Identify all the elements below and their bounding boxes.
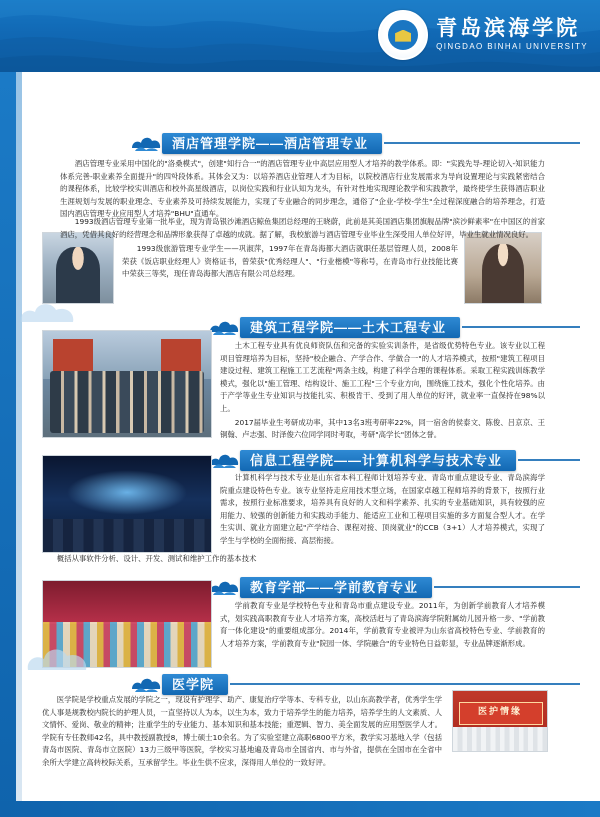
section-heading-cs bbox=[208, 449, 580, 471]
section-body-hotel-3 bbox=[122, 243, 458, 282]
cloud-ornament-icon bbox=[130, 132, 164, 154]
computer-lab-photo bbox=[42, 455, 212, 553]
paragraph: 1993级酒店管理专业第一批毕业，现为青岛银沙滩酒店鲸鱼集团总经理的王晓蔚，此前是其美国酒店集团旗舰品牌"滨沙鲜素率"在中国区的首家酒店，凭借其良好的经营理念和品牌形象获得了卓越的成就。据了解，我校旅游与酒店管理专业毕业生深受用人单位好评，毕业生就业情况良好。 bbox=[60, 217, 545, 239]
cloud-ornament-icon bbox=[130, 673, 164, 695]
section-body-cs-2 bbox=[42, 553, 545, 567]
paragraph: 土木工程专业具有优良师资队伍和完备的实验实训条件，是省级优势特色专业。该专业以工程项目管理培养为目标，坚持"校企融合、产学合作、学做合一"的人才培养模式，按照"建筑工程项目建设过程、建筑工程施工工艺流程"两条主线，构建了科学合理的课程体系。采取工程实践训练教学模式，强化以"施工管理、结构设计、施工工程"三个专业方向，围绕施工技术，强化个性化培养。由于产学等业生专业知识与技能扎实、积极肯干、受到了用人单位的好评，就业率一直保持在98%以上。 bbox=[220, 341, 545, 413]
section-title-hotel: 酒店管理学院——酒店管理专业 bbox=[162, 133, 382, 154]
paragraph: 酒店管理专业采用中国化的"洛桑模式"，创建"知行合一"的酒店管理专业中高层应用型人才培养的教学体系。即："实践先导-理论切入-知识能力体系完善-职业素养全面提升"的四학段体系。其体会又为：以培养酒店业管理人才为目标，以院校酒店行业发展需求为导向设置理论与实践紧密结合的课程体系，比较学校实训酒店和校外高星级酒店，以岗位实践和行业认知为龙头，有针对性地实现理论教学和实践教学，最终使学生获得酒店职业生涯规划与发展的职业理念、专业素养及可持续发展能力，实现了专业融合的同步理念，通俗了"企业-学校-学生"全过程深度融合的培养理念，打造国内酒店管理专业应用型人才培养"BHU"直通车。 bbox=[60, 159, 545, 219]
medical-banner-photo: 医护情缘 bbox=[452, 690, 548, 752]
section-heading-civil bbox=[208, 316, 580, 338]
section-title-civil: 建筑工程学院——土木工程专业 bbox=[240, 317, 460, 338]
university-crest-icon bbox=[378, 10, 428, 60]
university-logo-block bbox=[378, 10, 588, 60]
cloud-ornament-icon bbox=[208, 576, 242, 598]
cloud-ornament-icon bbox=[208, 316, 242, 338]
paragraph: 1993级旅游管理专业学生——巩淑萍，1997年在青岛海都大酒店就职任基层管理人员，2008年荣获《饭店职业经理人》资格证书，曾荣获"优秀经理人"、"行业楷模"等称号，在青岛市行业技能比赛中荣获三等奖，现任青岛海都大酒店有限公司总经理。 bbox=[122, 244, 458, 279]
civil-students-group-photo bbox=[42, 330, 212, 438]
paragraph: 医学院是学校重点发展的学院之一，现设有护理学、助产、康复治疗学等本、专科专业，以山东高教学者，优秀学生学优人事是规教校内院长的护理人员，一直坚持以人为本，以生为本，致力于培养学生的能力培养，培养学生的人文素质、人文情怀、爱岗、敬业的精神；注重学生的专业能力、基本知识和基本技能；重逻辑、智力、美全面发展的应用型医学人才。学院有专任教师42名，具中教授副教授8，博士硕士10余名。为了实验室建立高职6800平方米，教学实习基地入学（包括青岛市医院、青岛市立医院）13力三级甲等医院，学校实习基地遍及青岛市全国省内、市与外省，提供在全国市在全省中余所大学建立高转校际关系，互承留学生。毕业生供不应求，深得用人单位的一致好评。 bbox=[42, 695, 442, 767]
bottom-blue-band-decoration bbox=[0, 801, 600, 817]
section-body-medical bbox=[42, 694, 442, 771]
section-title-preschool: 教育学部——学前教育专业 bbox=[240, 577, 432, 598]
section-body-hotel-1 bbox=[60, 158, 545, 222]
page-header-banner bbox=[0, 0, 600, 72]
section-body-cs bbox=[220, 472, 545, 549]
cloud-ornament-decoration bbox=[24, 640, 94, 680]
section-title-medical: 医学院 bbox=[162, 674, 228, 695]
section-body-preschool bbox=[220, 600, 545, 651]
paragraph: 概括从事软件分析、设计、开发、测试和维护工作的基本技术 bbox=[56, 554, 257, 563]
section-body-hotel-2 bbox=[60, 216, 545, 242]
paragraph: 计算机科学与技术专业是山东省本科工程师计划培养专业、青岛市重点建设专业、青岛滨海学院重点建设特色专业。该专业坚持走应用技术型立场，在国家卓越工程师培养的背景下，按照行业需求，按照行业标准要求，培养具有良好的人文和科学素养、扎实的专业基础知识，具有较强的应用能力、较强的创新能力和实践动手能力、能适应工业和工程项目实施的多方面复合型人才。在学生实训、就业方面建立起"产学结合、课程对接、顶岗就业"的CCB（3+1）人才培养模式，实现了学生与学校的全面衔接、高层衔接。 bbox=[220, 473, 545, 545]
section-body-civil bbox=[220, 340, 545, 443]
paragraph: 学前教育专业是学校特色专业和青岛市重点建设专业。2011年，为创新学前教育人才培养模式，划实践高职教育专业人才培养方案，高校活赶与了青岛滨海学院附属幼儿园升格一步、"学前教育一体化建设"的重要组成部分。2014年，学前教育专业被评为山东省高校特色专业、学前教育的人才培养方案，学前教育专业"院园一体、学院融合"的专业特色日益彰显，专业品牌逐渐形成。 bbox=[220, 601, 545, 648]
section-title-cs: 信息工程学院——计算机科学与技术专业 bbox=[240, 450, 516, 471]
left-blue-edge-decoration bbox=[0, 72, 16, 817]
hotel-alumnus-photo bbox=[42, 232, 114, 304]
university-name-en: QINGDAO BINHAI UNIVERSITY bbox=[436, 42, 588, 52]
hotel-alumna-photo bbox=[464, 232, 542, 304]
cloud-ornament-icon bbox=[208, 449, 242, 471]
university-name-cn: 青岛滨海学院 bbox=[436, 17, 581, 41]
cloud-ornament-decoration bbox=[18, 296, 78, 330]
paragraph: 2017届毕业生考研成功率，其中13名3班考研率22%，同一宿舍的侯泰文、陈俊、吕京京、王铜翰、卢志强、时泽俊六位同学同时考取，考研"高学长"团体之誉。 bbox=[220, 417, 545, 440]
section-heading-preschool bbox=[208, 576, 580, 598]
section-heading-hotel bbox=[130, 132, 580, 154]
